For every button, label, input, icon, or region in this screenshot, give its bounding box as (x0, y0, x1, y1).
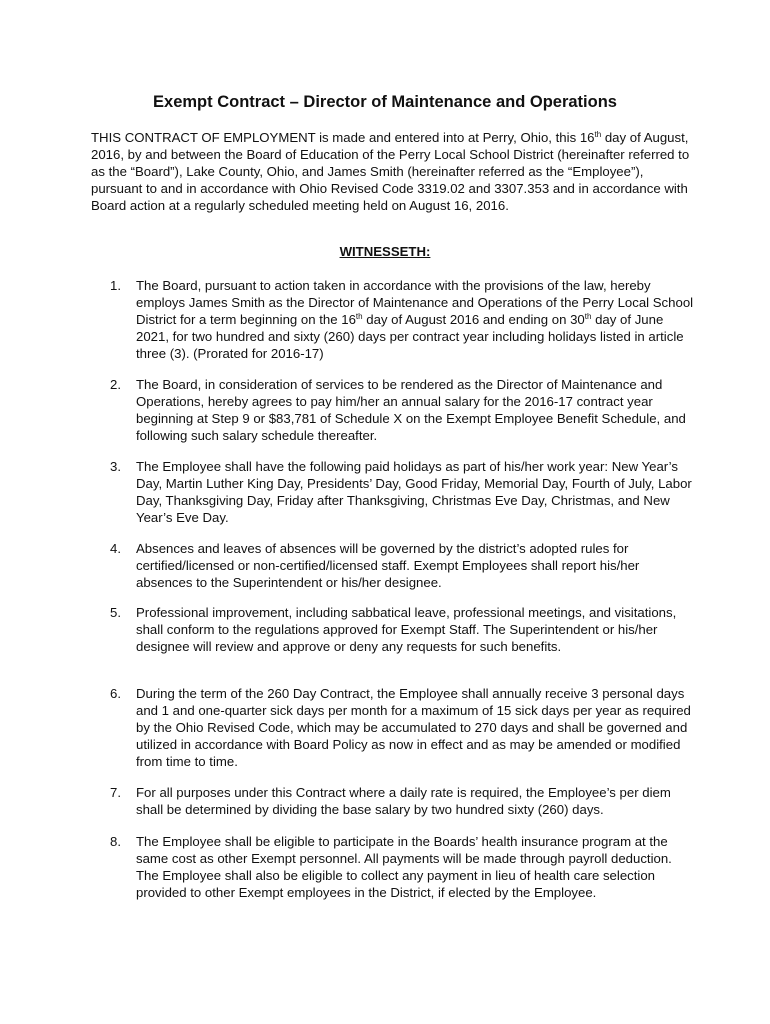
ordinal-suffix: th (355, 311, 363, 321)
clause-5 (110, 605, 695, 656)
ordinal-suffix: th (594, 130, 602, 139)
clause-number: 7. (110, 785, 121, 800)
clause-text: During the term of the 260 Day Contract, the Employee shall annually receive 3 personal days and 1 and one-quarter sick days per month for a maximum of 15 sick days per year as required by the Ohio Revised Code, which may be accumulated to 270 days and shall be governed and utilized in accordance with Board Policy as now in effect and as may be amended or modified from time to time. (136, 686, 691, 769)
clause-4 (110, 541, 695, 592)
intro-text: day of August, 2016, by and between the Board of Education of the Perry Local School District (hereinafter referred to as the “Board”), Lake County, Ohio, and James Smith (hereinafter referred as the “Employee”), pursuant to and in accordance with Ohio Revised Code 3319.02 and 3307.353 and in accordance with Board action at a regularly scheduled meeting held on August 16, 2016. (91, 130, 690, 213)
clause-text (136, 278, 695, 363)
clause-7 (110, 785, 695, 819)
clause-number: 5. (110, 605, 121, 620)
intro-text: THIS CONTRACT OF EMPLOYMENT is made and entered into at Perry, Ohio, this 16 (91, 130, 595, 145)
clause-number: 3. (110, 459, 121, 474)
clause-number: 8. (110, 834, 121, 849)
clause-text-segment: day of August 2016 and ending on 30 (362, 311, 585, 327)
clause-text-segment: The Board, pursuant to action taken in accordance with the provisions of the law, hereby employs James Smith as the Director of Maintenance and Operations of the Perry Local School District for a term beginning on the 16 (136, 278, 694, 327)
clause-number: 6. (110, 686, 121, 701)
clause-3 (110, 459, 695, 527)
clause-text: Professional improvement, including sabbatical leave, professional meetings, and visitations, shall conform to the regulations approved for Exempt Staff. The Superintendent or his/her designee will review and approve or deny any requests for such benefits. (136, 605, 677, 654)
clause-text-segment: day of June 2021, for two hundred and sixty (260) days per contract year including holidays listed in article three (3). (Prorated for 2016-17) (136, 311, 684, 361)
clause-text: For all purposes under this Contract where a daily rate is required, the Employee’s per diem shall be determined by dividing the base salary by two hundred sixty (260) days. (136, 785, 671, 817)
clause-8 (110, 834, 695, 902)
clause-6 (110, 686, 695, 771)
ordinal-suffix: th (584, 311, 592, 321)
clause-number: 4. (110, 541, 121, 556)
witnesseth-heading: WITNESSETH: (339, 244, 431, 259)
document-title: Exempt Contract – Director of Maintenance and Operations (153, 93, 617, 111)
clause-1 (110, 278, 695, 363)
intro-paragraph (91, 130, 691, 215)
clause-2 (110, 377, 695, 445)
clause-text: The Employee shall have the following paid holidays as part of his/her work year: New Year’s Day, Martin Luther King Day, Presidents’ Day, Good Friday, Memorial Day, Fourth of July, Labor Day, Thanksgiving Day, Friday after Thanksgiving, Christmas Eve Day, Christmas, and New Year’s Eve Day. (136, 459, 692, 525)
clause-number: 2. (110, 377, 121, 392)
clause-number: 1. (110, 278, 121, 293)
clause-text: The Employee shall be eligible to participate in the Boards’ health insurance program at the same cost as other Exempt personnel. All payments will be made through payroll deduction. The Employee shall also be eligible to collect any payment in lieu of health care selection provided to other Exempt employees in the District, if elected by the Employee. (136, 834, 672, 900)
clause-text: The Board, in consideration of services to be rendered as the Director of Maintenance and Operations, hereby agrees to pay him/her an annual salary for the 2016-17 contract year beginning at Step 9 or $83,781 of Schedule X on the Exempt Employee Benefit Schedule, and following such salary schedule thereafter. (136, 377, 686, 443)
clause-text: Absences and leaves of absences will be governed by the district’s adopted rules for certified/licensed or non-certified/licensed staff. Exempt Employees shall report his/her absences to the Superintendent or his/her designee. (136, 541, 640, 590)
